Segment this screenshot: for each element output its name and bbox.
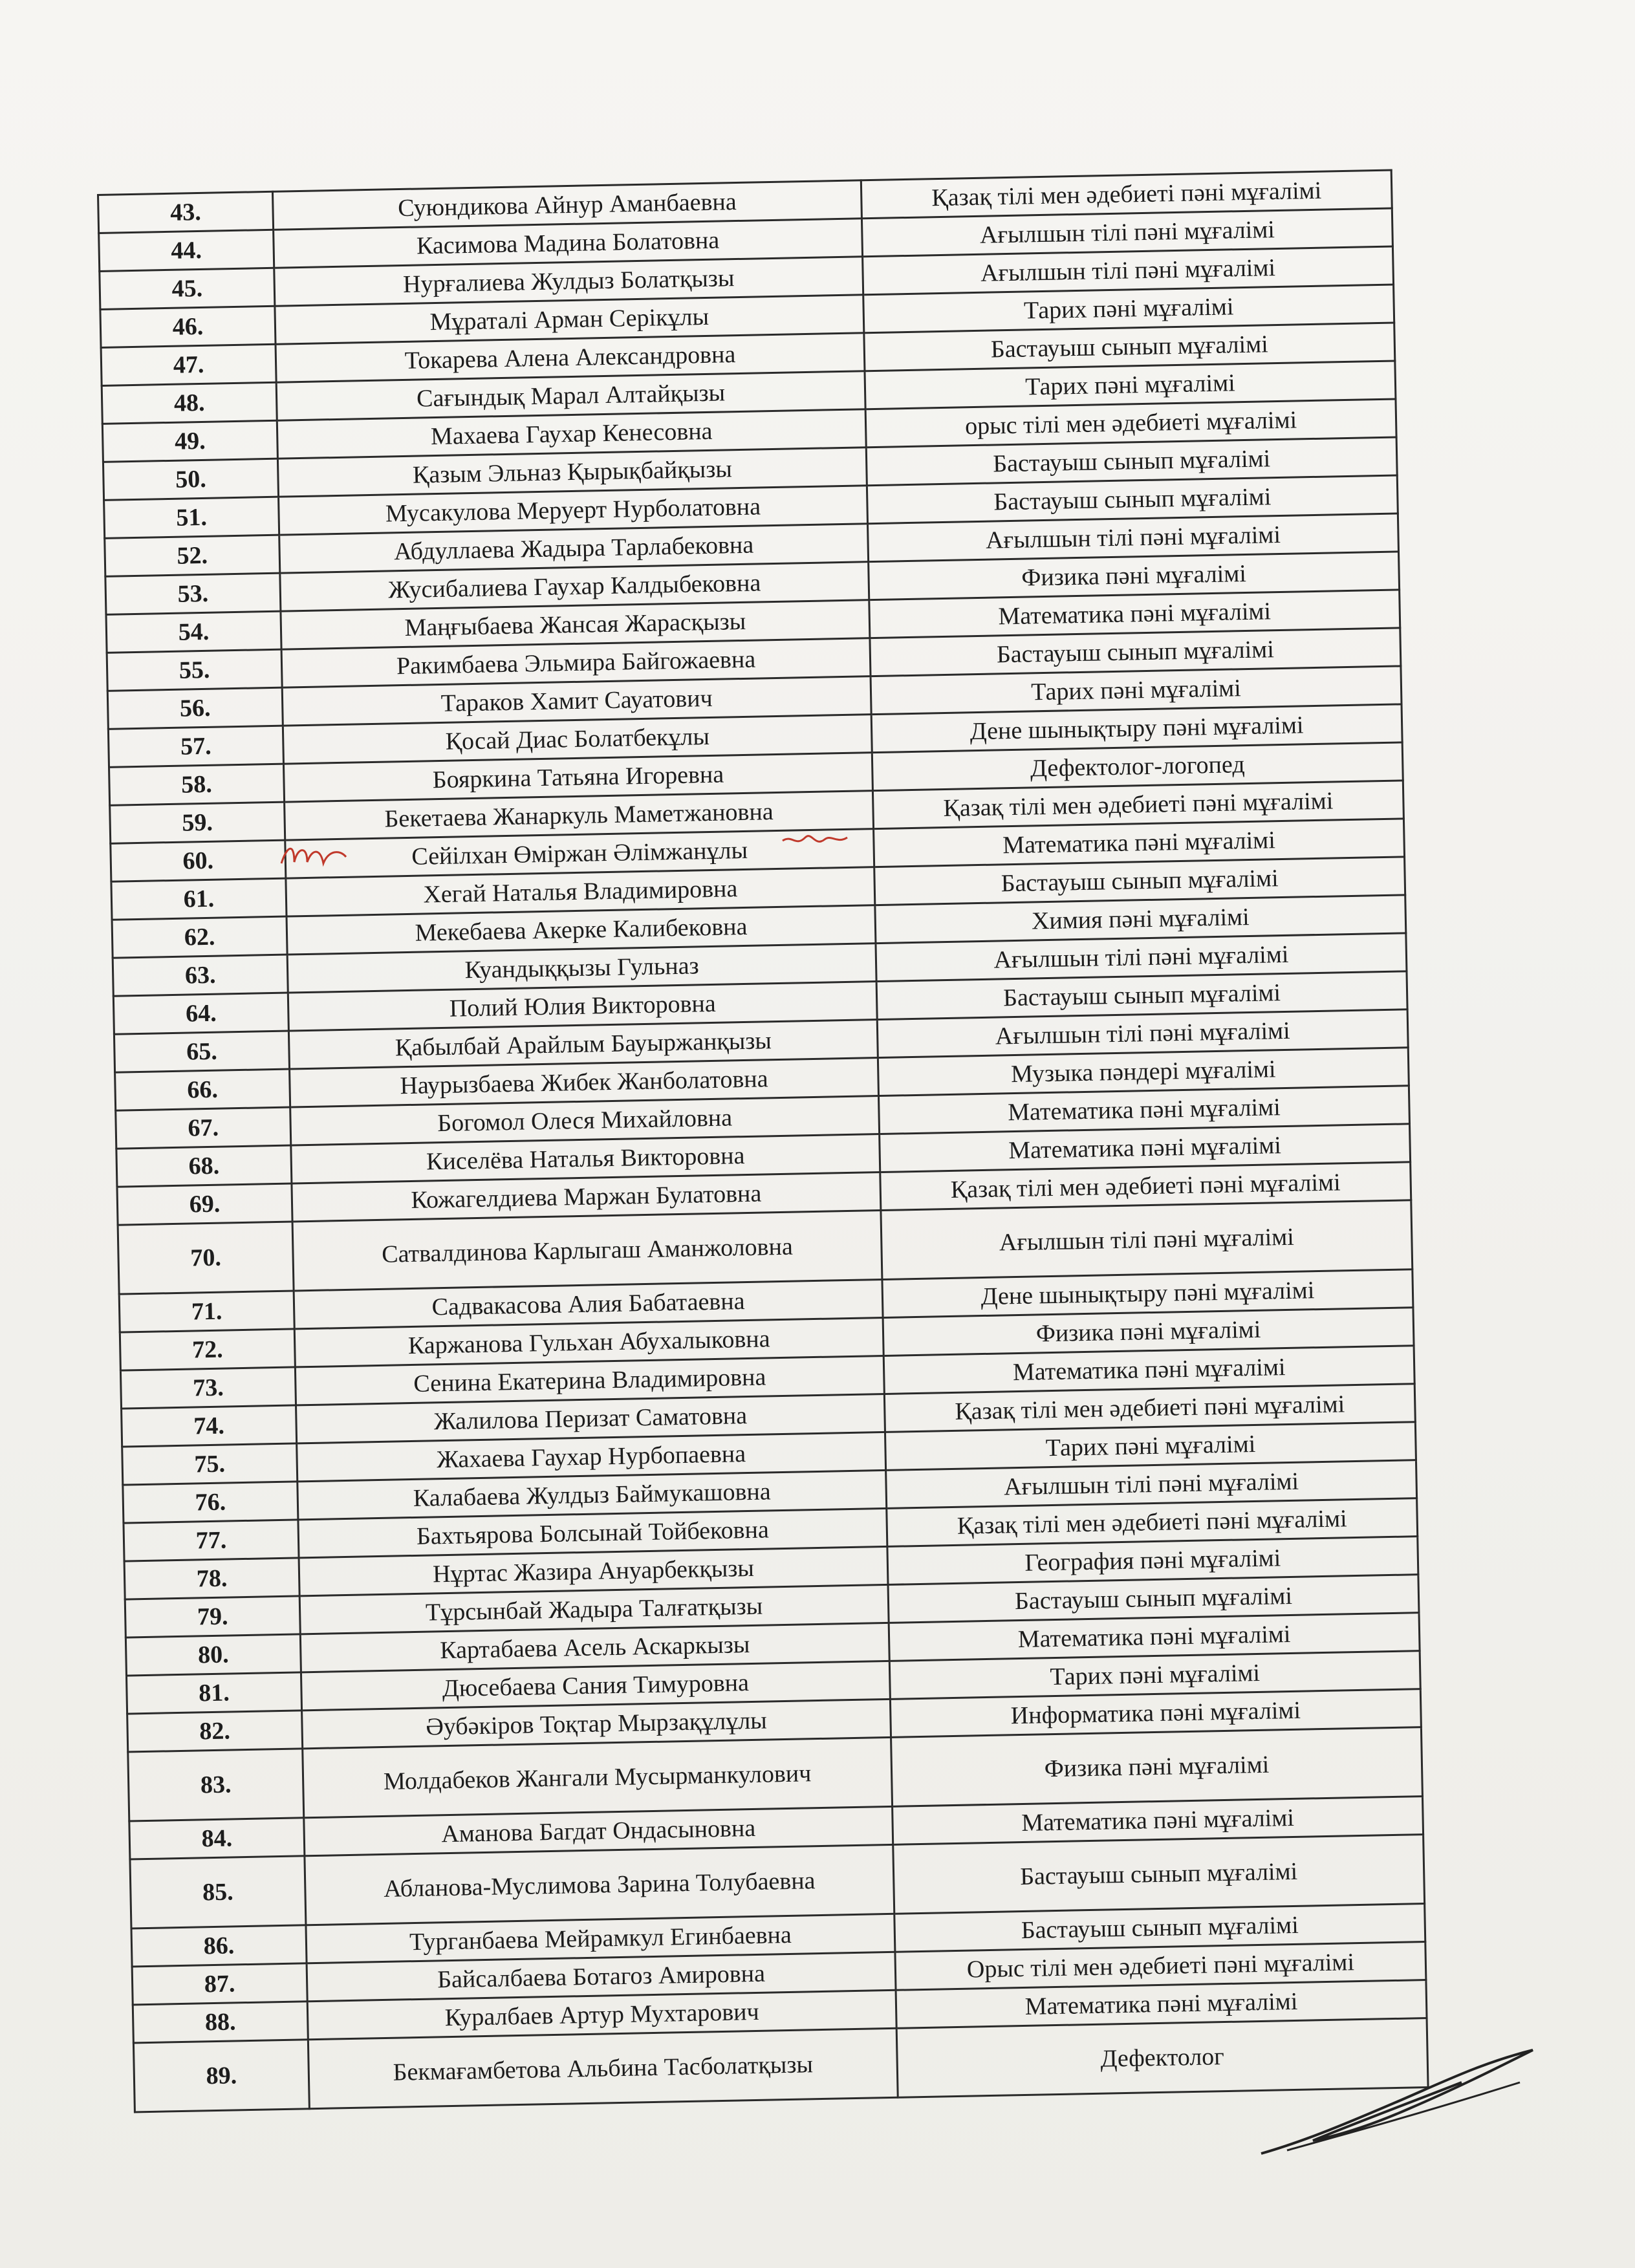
staff-name: Ракимбаева Эльмира Байгожаевна — [281, 638, 871, 687]
row-number: 47. — [101, 344, 276, 385]
staff-name: Молдабеков Жангали Мусырманкулович — [303, 1737, 893, 1817]
staff-position: Математика пәні мұғалімі — [896, 1980, 1427, 2029]
row-number: 52. — [105, 535, 280, 576]
staff-name: Бекетаева Жанаркуль Маметжановна — [285, 791, 874, 840]
staff-name: Бахтьярова Болсынай Тойбековна — [298, 1508, 887, 1557]
handwritten-mark-icon — [278, 837, 349, 870]
staff-name: Бояркина Татьяна Игоревна — [283, 753, 872, 802]
staff-position: Бастауыш сынып мұғалімі — [874, 857, 1405, 905]
staff-position: Бастауыш сынып мұғалімі — [867, 475, 1398, 524]
row-number: 61. — [111, 878, 287, 920]
staff-name: Бекмағамбетова Альбина Тасболатқызы — [308, 2028, 898, 2108]
staff-name: Мұраталі Арман Серікұлы — [275, 295, 864, 344]
staff-name: Әубәкіров Тоқтар Мырзақұлұлы — [302, 1699, 891, 1748]
row-number: 43. — [98, 191, 274, 233]
staff-position: Информатика пәні мұғалімі — [890, 1689, 1421, 1738]
row-number: 75. — [122, 1443, 298, 1485]
staff-name: Нурғалиева Жулдыз Болатқызы — [274, 257, 863, 306]
staff-name: Қосай Диас Болатбекұлы — [283, 715, 872, 764]
staff-position: Физика пәні мұғалімі — [891, 1727, 1423, 1807]
row-number: 88. — [133, 2002, 308, 2043]
staff-list-sheet — [97, 169, 1427, 2113]
row-number: 67. — [116, 1107, 291, 1149]
staff-name: Токарева Алена Александровна — [276, 333, 865, 382]
staff-position: Дене шынықтыру пәні мұғалімі — [882, 1269, 1413, 1318]
staff-position: Бастауыш сынып мұғалімі — [876, 971, 1407, 1020]
staff-position: Тарих пәні мұғалімі — [863, 285, 1394, 333]
row-number: 46. — [100, 306, 276, 347]
row-number: 63. — [113, 955, 288, 996]
staff-position: Музыка пәндері мұғалімі — [878, 1048, 1409, 1096]
row-number: 45. — [100, 268, 275, 309]
staff-name: Калабаева Жулдыз Баймукашовна — [298, 1470, 887, 1519]
handwritten-mark-icon — [779, 821, 850, 854]
row-number: 85. — [130, 1856, 306, 1928]
row-number: 82. — [127, 1711, 303, 1752]
staff-position: Ағылшын тілі пәні мұғалімі — [886, 1460, 1417, 1509]
staff-position: Қазақ тілі мен әдебиеті пәні мұғалімі — [887, 1498, 1418, 1547]
row-number: 59. — [110, 802, 285, 843]
staff-name: Картабаева Асель Аскаркызы — [300, 1623, 889, 1672]
row-number: 73. — [120, 1367, 296, 1409]
staff-position: Ағылшын тілі пәні мұғалімі — [877, 1010, 1408, 1058]
staff-name: Куралбаев Артур Мухтарович — [307, 1990, 896, 2039]
row-number: 72. — [120, 1329, 295, 1370]
staff-name: Қазым Эльназ Қырықбайқызы — [277, 448, 867, 497]
row-number: 84. — [129, 1818, 305, 1859]
staff-name: Абдуллаева Жадыра Тарлабековна — [279, 524, 869, 573]
staff-name: Тараков Хамит Сауатович — [282, 676, 871, 726]
staff-name: Абланова-Муслимова Зарина Толубаевна — [305, 1844, 894, 1925]
staff-name: Садвакасова Алия Бабатаевна — [294, 1280, 883, 1329]
staff-position: Бастауыш сынып мұғалімі — [870, 628, 1401, 676]
row-number: 62. — [112, 916, 287, 958]
staff-name: Наурызбаева Жибек Жанболатовна — [290, 1058, 879, 1107]
row-number: 51. — [104, 497, 279, 538]
staff-position: Ағылшын тілі пәні мұғалімі — [876, 933, 1407, 982]
row-number: 48. — [102, 382, 277, 424]
staff-position: Қазақ тілі мен әдебиеті пәні мұғалімі — [880, 1162, 1411, 1211]
staff-position: Физика пәні мұғалімі — [883, 1308, 1414, 1356]
row-number: 55. — [107, 649, 282, 691]
staff-name: Кожагелдиева Маржан Булатовна — [292, 1172, 881, 1222]
row-number: 89. — [133, 2040, 309, 2112]
staff-position: Тарих пәні мұғалімі — [865, 361, 1396, 409]
staff-name: Дюсебаева Сания Тимуровна — [301, 1661, 890, 1710]
row-number: 56. — [107, 687, 283, 729]
staff-name: Байсалбаева Ботагоз Амировна — [307, 1952, 896, 2001]
staff-name: Мекебаева Акерке Калибековна — [287, 905, 876, 955]
staff-position: Тарих пәні мұғалімі — [871, 666, 1402, 715]
staff-position: Математика пәні мұғалімі — [878, 1086, 1409, 1134]
staff-position: Математика пәні мұғалімі — [880, 1124, 1411, 1172]
row-number: 80. — [125, 1634, 301, 1676]
row-number: 44. — [99, 230, 274, 271]
row-number: 86. — [131, 1925, 307, 1967]
staff-position: Бастауыш сынып мұғалімі — [866, 437, 1397, 486]
row-number: 83. — [128, 1749, 304, 1821]
staff-position: Ағылшын тілі пәні мұғалімі — [881, 1200, 1413, 1280]
staff-position: Дефектолог — [896, 2018, 1428, 2098]
staff-position: Математика пәні мұғалімі — [883, 1346, 1414, 1394]
staff-name: Қабылбай Арайлым Бауыржанқызы — [288, 1020, 878, 1069]
row-number: 58. — [109, 764, 285, 805]
row-number: 71. — [119, 1291, 294, 1332]
staff-name: Жалилова Перизат Саматовна — [296, 1394, 885, 1443]
staff-position: Ағылшын тілі пәні мұғалімі — [868, 513, 1399, 562]
row-number: 50. — [103, 459, 278, 500]
staff-position: География пәні мұғалімі — [887, 1537, 1418, 1585]
staff-position: Қазақ тілі мен әдебиеті пәні мұғалімі — [861, 170, 1392, 219]
staff-name: Аманова Багдат Ондасыновна — [304, 1806, 893, 1855]
row-number: 54. — [106, 611, 281, 653]
staff-position: Тарих пәні мұғалімі — [885, 1422, 1416, 1471]
staff-position: Дефектолог-логопед — [872, 742, 1403, 791]
row-number: 76. — [123, 1482, 298, 1523]
row-number: 64. — [113, 993, 288, 1034]
staff-table-body — [98, 170, 1429, 2112]
row-number: 66. — [115, 1069, 290, 1110]
row-number: 77. — [124, 1520, 299, 1561]
staff-position: Орыс тілі мен әдебиеті пәні мұғалімі — [895, 1942, 1426, 1991]
row-number: 60. — [111, 840, 286, 881]
staff-name: Сағындық Марал Алтайқызы — [276, 371, 865, 420]
row-number: 68. — [116, 1145, 292, 1187]
staff-position: Химия пәні мұғалімі — [875, 895, 1406, 944]
staff-position: Бастауыш сынып мұғалімі — [888, 1575, 1419, 1623]
staff-name: Хегай Наталья Владимировна — [286, 867, 875, 916]
staff-position: Бастауыш сынып мұғалімі — [894, 1904, 1425, 1952]
staff-name: Сейілхан Өміржан Әлімжанұлы — [285, 829, 874, 878]
staff-name: Суюндикова Айнур Аманбаевна — [272, 180, 861, 230]
row-number: 81. — [126, 1672, 301, 1714]
staff-position: Ағылшын тілі пәні мұғалімі — [861, 208, 1392, 257]
staff-name: Жахаева Гаухар Нурбопаевна — [297, 1432, 886, 1481]
row-number: 74. — [122, 1405, 297, 1447]
staff-name: Касимова Мадина Болатовна — [274, 219, 863, 268]
staff-position: Бастауыш сынып мұғалімі — [864, 323, 1395, 371]
staff-name: Маңғыбаева Жансая Жарасқызы — [281, 600, 870, 649]
staff-name: Богомол Олеся Михайловна — [290, 1096, 880, 1145]
staff-position: Математика пәні мұғалімі — [893, 1797, 1424, 1845]
staff-position: Тарих пәні мұғалімі — [889, 1651, 1420, 1700]
staff-name: Нұртас Жазира Ануарбекқызы — [299, 1546, 888, 1595]
staff-position: Математика пәні мұғалімі — [869, 590, 1400, 638]
staff-name: Махаева Гаухар Кенесовна — [277, 409, 866, 459]
staff-position: Математика пәні мұғалімі — [889, 1613, 1420, 1661]
staff-name: Турганбаева Мейрамкул Егинбаевна — [306, 1914, 895, 1963]
staff-position: Математика пәні мұғалімі — [874, 819, 1405, 867]
row-number: 79. — [125, 1596, 300, 1637]
row-number: 78. — [124, 1558, 299, 1599]
staff-name: Тұрсынбай Жадыра Талғатқызы — [299, 1584, 889, 1634]
staff-table — [97, 169, 1429, 2113]
row-number: 69. — [117, 1183, 292, 1225]
staff-position: Бастауыш сынып мұғалімі — [893, 1835, 1425, 1914]
staff-position: орыс тілі мен әдебиеті мұғалімі — [865, 399, 1396, 448]
row-number: 49. — [102, 420, 277, 462]
staff-name: Жусибалиева Гаухар Калдыбековна — [280, 562, 869, 611]
staff-position: Қазақ тілі мен әдебиеті пәні мұғалімі — [884, 1384, 1415, 1432]
row-number: 87. — [132, 1963, 307, 2005]
signature-icon — [1248, 2044, 1546, 2166]
staff-name: Полий Юлия Викторовна — [288, 982, 877, 1031]
row-number: 65. — [114, 1031, 289, 1072]
staff-position: Ағылшын тілі пәні мұғалімі — [863, 246, 1394, 295]
row-number: 53. — [105, 573, 281, 614]
staff-position: Физика пәні мұғалімі — [869, 552, 1400, 600]
row-number: 70. — [118, 1222, 294, 1294]
staff-name: Мусакулова Меруерт Нурболатовна — [279, 486, 868, 535]
staff-name: Каржанова Гульхан Абухалыковна — [294, 1317, 883, 1366]
staff-position: Қазақ тілі мен әдебиеті пәні мұғалімі — [872, 781, 1403, 829]
staff-name: Куандыққызы Гульназ — [287, 944, 876, 993]
staff-name: Сенина Екатерина Владимировна — [295, 1355, 884, 1405]
staff-name: Киселёва Наталья Викторовна — [291, 1134, 880, 1183]
staff-name: Сатвалдинова Карлыгаш Аманжоловна — [292, 1211, 882, 1291]
staff-position: Дене шынықтыру пәні мұғалімі — [871, 704, 1402, 753]
row-number: 57. — [108, 726, 283, 767]
